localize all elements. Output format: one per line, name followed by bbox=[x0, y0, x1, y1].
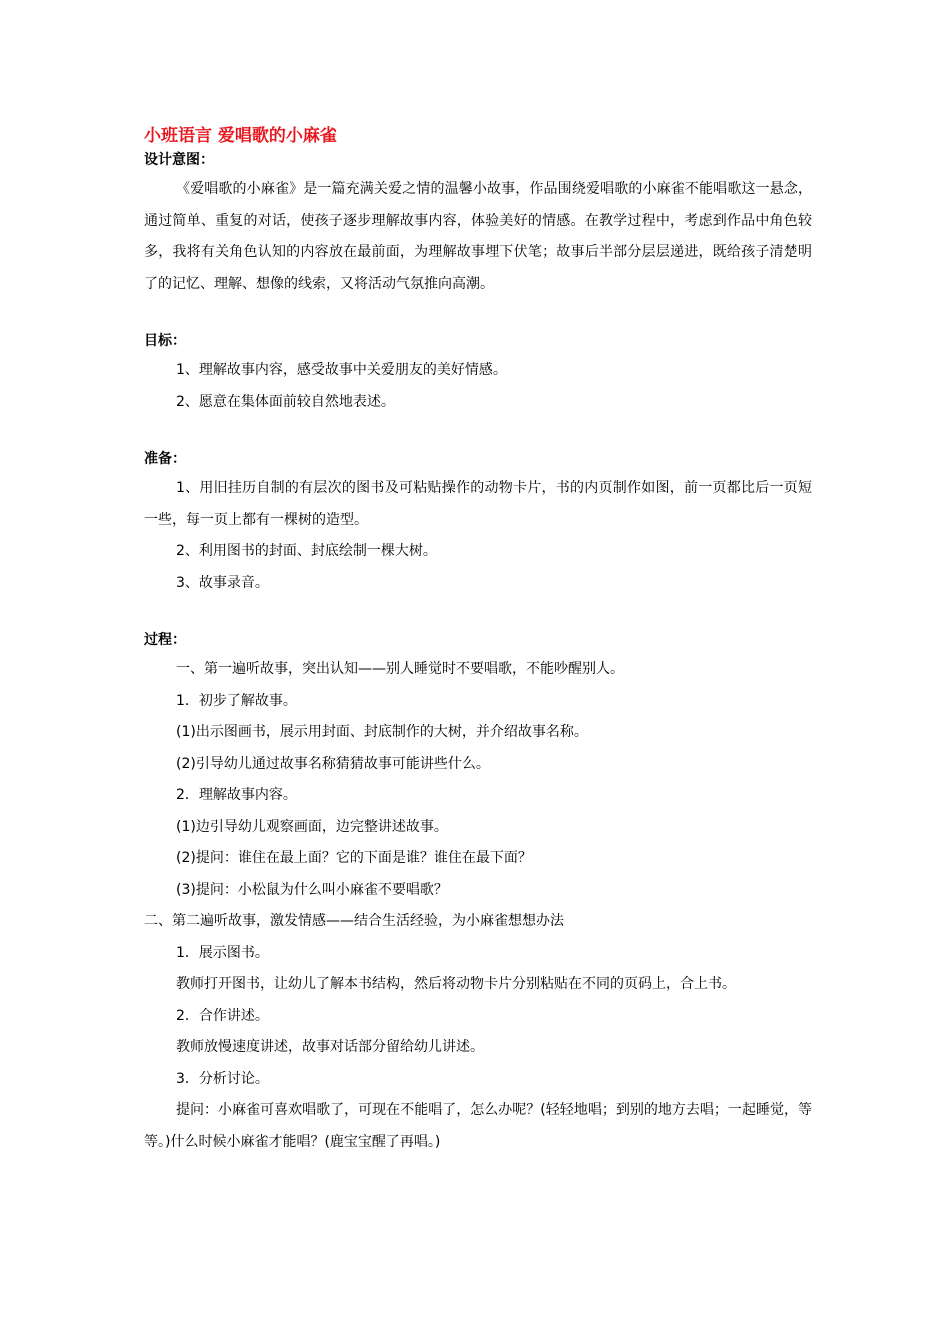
process-part2-heading: 二、第二遍听故事，激发情感——结合生活经验，为小麻雀想想办法 bbox=[144, 913, 564, 929]
process-line: 1．初步了解故事。 bbox=[176, 692, 297, 709]
process-line: 教师打开图书，让幼儿了解本书结构，然后将动物卡片分别粘贴在不同的页码上，合上书。 bbox=[176, 976, 736, 992]
goal-item: 1、理解故事内容，感受故事中关爱朋友的美好情感。 bbox=[176, 362, 507, 378]
document-page bbox=[144, 123, 812, 1158]
process-line: 2．理解故事内容。 bbox=[176, 787, 297, 803]
process-line: 1．展示图书。 bbox=[176, 944, 269, 961]
section-heading-prep: 准备： bbox=[144, 451, 186, 467]
prep-item: 3、故事录音。 bbox=[176, 574, 269, 591]
process-line: 2．合作讲述。 bbox=[176, 1007, 269, 1024]
process-line: (1)边引导幼儿观察画面，边完整讲述故事。 bbox=[176, 818, 448, 835]
process-line: 一、第一遍听故事，突出认知——别人睡觉时不要唱歌，不能吵醒别人。 bbox=[176, 661, 624, 677]
document-title: 小班语言 爱唱歌的小麻雀 bbox=[144, 126, 337, 146]
prep-item: 2、利用图书的封面、封底绘制一棵大树。 bbox=[176, 543, 437, 559]
goal-item: 2、愿意在集体面前较自然地表述。 bbox=[176, 393, 395, 410]
process-line: (1)出示图画书，展示用封面、封底制作的大树，并介绍故事名称。 bbox=[176, 724, 588, 740]
process-line: (2)提问：谁住在最上面？它的下面是谁？谁住在最下面？ bbox=[176, 850, 532, 866]
process-final-paragraph: 提问：小麻雀可喜欢唱歌了，可现在不能唱了，怎么办呢？(轻轻地唱；到别的地方去唱；一起睡觉，等等。)什么时候小麻雀才能唱？(鹿宝宝醒了再唱。) bbox=[144, 1102, 812, 1150]
process-line: 3．分析讨论。 bbox=[176, 1070, 269, 1087]
process-line: 教师放慢速度讲述，故事对话部分留给幼儿讲述。 bbox=[176, 1039, 484, 1055]
design-paragraph: 《爱唱歌的小麻雀》是一篇充满关爱之情的温馨小故事，作品围绕爱唱歌的小麻雀不能唱歌这一悬念，通过简单、重复的对话，使孩子逐步理解故事内容，体验美好的情感。在教学过程中，考虑到作品中角色较多，我将有关角色认知的内容放在最前面，为理解故事埋下伏笔；故事后半部分层层递进，既给孩子清楚明了的记忆、理解、想像的线索，又将活动气氛推向高潮。 bbox=[144, 181, 812, 292]
section-heading-goals: 目标： bbox=[144, 333, 186, 349]
prep-item: 1、用旧挂历自制的有层次的图书及可粘贴操作的动物卡片，书的内页制作如图，前一页都比后一页短一些，每一页上都有一棵树的造型。 bbox=[144, 480, 812, 528]
process-line: (3)提问：小松鼠为什么叫小麻雀不要唱歌？ bbox=[176, 881, 448, 898]
process-line: (2)引导幼儿通过故事名称猜猜故事可能讲些什么。 bbox=[176, 755, 490, 772]
section-heading-process: 过程： bbox=[144, 632, 186, 648]
section-heading-design: 设计意图： bbox=[144, 152, 214, 168]
